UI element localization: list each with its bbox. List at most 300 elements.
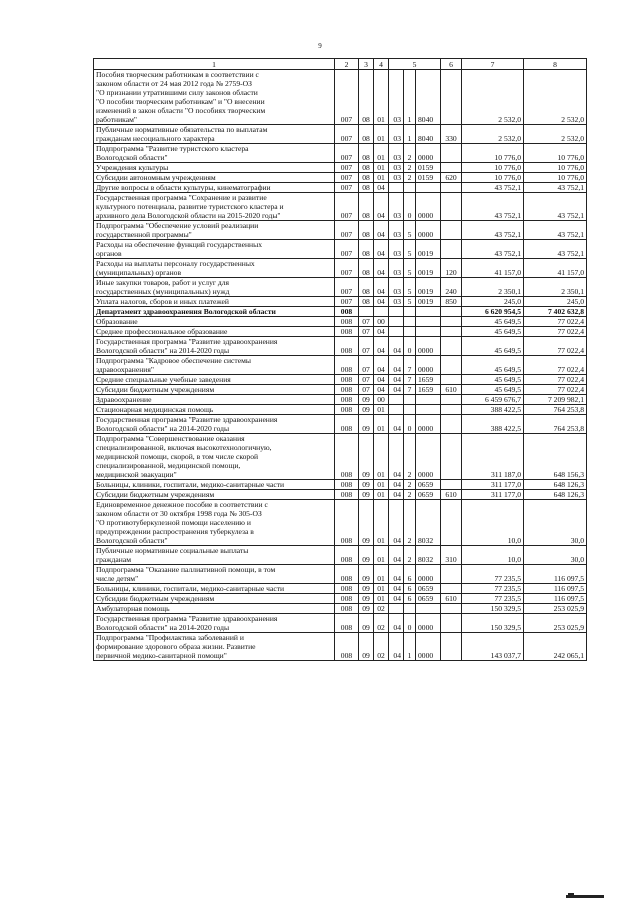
- row-code-6: [441, 434, 462, 480]
- row-code-2: 008: [335, 317, 359, 327]
- row-code-4: 04: [374, 327, 389, 337]
- row-value-8: 77 022,4: [524, 385, 587, 395]
- row-code-6: [441, 193, 462, 221]
- row-code-4: 02: [374, 614, 389, 633]
- row-code-2: 007: [335, 183, 359, 193]
- row-code-5b: 6: [404, 584, 416, 594]
- row-code-2: 008: [335, 395, 359, 405]
- row-code-6: [441, 405, 462, 415]
- row-name: Здравоохранение: [94, 395, 335, 405]
- row-code-4: 04: [374, 259, 389, 278]
- row-code-3: 09: [359, 633, 374, 661]
- row-code-6: 850: [441, 297, 462, 307]
- row-value-8: 77 022,4: [524, 337, 587, 356]
- row-value-8: 43 752,1: [524, 193, 587, 221]
- row-code-2: 007: [335, 70, 359, 125]
- row-code-5a: 04: [389, 565, 404, 584]
- row-code-3: 07: [359, 337, 374, 356]
- row-value-8: 253 025,9: [524, 614, 587, 633]
- row-code-3: 08: [359, 144, 374, 163]
- header-col-8: 8: [524, 59, 587, 70]
- row-code-5a: [389, 604, 404, 614]
- row-code-4: 01: [374, 163, 389, 173]
- row-code-4: 04: [374, 183, 389, 193]
- row-code-5c: [416, 405, 441, 415]
- row-code-2: 007: [335, 240, 359, 259]
- row-name: Подпрограмма "Совершенствование оказания специализированной, включая высокотехнологичную, медицинской помощи, скорой, в том числе скорой специализированной, медицинской помощи, медицинской эвакуации": [94, 434, 335, 480]
- row-code-3: 07: [359, 356, 374, 375]
- table-row: [94, 633, 587, 661]
- header-col-6: 6: [441, 59, 462, 70]
- row-code-6: [441, 240, 462, 259]
- table-row: [94, 163, 587, 173]
- row-code-5c: 0659: [416, 594, 441, 604]
- row-code-5b: [404, 307, 416, 317]
- row-value-7: 150 329,5: [462, 614, 524, 633]
- row-code-5b: 1: [404, 70, 416, 125]
- row-value-7: 45 649,5: [462, 375, 524, 385]
- row-code-3: 09: [359, 480, 374, 490]
- row-value-8: 43 752,1: [524, 221, 587, 240]
- table-row: [94, 317, 587, 327]
- row-code-6: [441, 633, 462, 661]
- row-code-2: 008: [335, 546, 359, 565]
- row-code-5c: 0159: [416, 173, 441, 183]
- row-code-4: 01: [374, 594, 389, 604]
- table-row: [94, 500, 587, 546]
- row-code-2: 008: [335, 307, 359, 317]
- row-name: Расходы на обеспечение функций государственных органов: [94, 240, 335, 259]
- row-code-3: 07: [359, 327, 374, 337]
- row-value-8: 764 253,8: [524, 415, 587, 434]
- row-code-4: 01: [374, 415, 389, 434]
- row-code-5b: 5: [404, 278, 416, 297]
- row-code-2: 007: [335, 125, 359, 144]
- row-code-4: 02: [374, 604, 389, 614]
- row-code-3: 07: [359, 385, 374, 395]
- table-row: [94, 480, 587, 490]
- row-code-2: 008: [335, 434, 359, 480]
- row-code-5c: 0000: [416, 193, 441, 221]
- row-code-5b: 0: [404, 337, 416, 356]
- row-name: Амбулаторная помощь: [94, 604, 335, 614]
- row-code-5b: 5: [404, 259, 416, 278]
- table-row: [94, 297, 587, 307]
- row-code-2: 008: [335, 490, 359, 500]
- row-value-7: 245,0: [462, 297, 524, 307]
- row-code-5c: 1659: [416, 385, 441, 395]
- row-code-5a: 04: [389, 614, 404, 633]
- row-value-7: 2 350,1: [462, 278, 524, 297]
- row-code-5a: 03: [389, 70, 404, 125]
- row-code-2: 008: [335, 594, 359, 604]
- table-row: [94, 173, 587, 183]
- row-code-5c: [416, 327, 441, 337]
- row-code-6: [441, 480, 462, 490]
- row-code-6: [441, 307, 462, 317]
- row-code-4: 01: [374, 490, 389, 500]
- row-value-7: 41 157,0: [462, 259, 524, 278]
- row-name: Государственная программа "Развитие здравоохранения Вологодской области" на 2014-2020 годы: [94, 337, 335, 356]
- row-value-7: 311 177,0: [462, 480, 524, 490]
- row-name: Публичные нормативные обязательства по выплатам гражданам несоциального характера: [94, 125, 335, 144]
- row-code-4: 01: [374, 70, 389, 125]
- row-code-5b: 1: [404, 125, 416, 144]
- row-code-5c: 1659: [416, 375, 441, 385]
- row-code-3: 09: [359, 490, 374, 500]
- row-code-4: 01: [374, 584, 389, 594]
- row-code-5c: 8032: [416, 500, 441, 546]
- row-code-2: 007: [335, 163, 359, 173]
- row-value-7: 311 187,0: [462, 434, 524, 480]
- row-name: Субсидии автономным учреждениям: [94, 173, 335, 183]
- row-value-7: 43 752,1: [462, 221, 524, 240]
- row-value-7: 143 037,7: [462, 633, 524, 661]
- budget-table: [93, 58, 587, 661]
- row-code-5a: 04: [389, 500, 404, 546]
- row-value-8: 30,0: [524, 500, 587, 546]
- row-value-8: 77 022,4: [524, 356, 587, 375]
- row-value-8: 2 532,0: [524, 125, 587, 144]
- table-row: [94, 356, 587, 375]
- row-code-4: 04: [374, 356, 389, 375]
- row-value-7: 10 776,0: [462, 163, 524, 173]
- table-row: [94, 594, 587, 604]
- row-value-7: 77 235,5: [462, 584, 524, 594]
- table-row: [94, 434, 587, 480]
- table-row: [94, 240, 587, 259]
- row-code-2: 008: [335, 480, 359, 490]
- row-value-8: 30,0: [524, 546, 587, 565]
- table-row: [94, 385, 587, 395]
- row-code-6: [441, 415, 462, 434]
- row-code-6: 610: [441, 490, 462, 500]
- row-code-5b: 5: [404, 240, 416, 259]
- header-col-5: 5: [389, 59, 441, 70]
- row-name: Подпрограмма "Профилактика заболеваний и формирование здорового образа жизни. Развитие первичной медико-санитарной помощи": [94, 633, 335, 661]
- row-code-5a: 03: [389, 163, 404, 173]
- row-code-6: [441, 144, 462, 163]
- row-code-4: 04: [374, 278, 389, 297]
- row-code-5b: [404, 183, 416, 193]
- table-row: [94, 259, 587, 278]
- row-code-3: 08: [359, 163, 374, 173]
- row-value-7: 77 235,5: [462, 594, 524, 604]
- row-value-8: 648 126,3: [524, 490, 587, 500]
- row-code-4: [374, 307, 389, 317]
- row-value-7: 388 422,5: [462, 415, 524, 434]
- row-code-5c: 0659: [416, 584, 441, 594]
- row-name: Больницы, клиники, госпитали, медико-санитарные части: [94, 584, 335, 594]
- row-code-5a: 03: [389, 173, 404, 183]
- table-row: [94, 125, 587, 144]
- row-value-8: 7 209 982,1: [524, 395, 587, 405]
- row-code-4: 02: [374, 633, 389, 661]
- row-name: Единовременное денежное пособие в соответствии с законом области от 30 октября 1998 года № 305-ОЗ "О противотуберкулезной помощи населению и предупреждении распространения туберкулеза в Вологодской области": [94, 500, 335, 546]
- row-code-4: 04: [374, 337, 389, 356]
- row-code-3: 08: [359, 70, 374, 125]
- row-code-5c: 0000: [416, 614, 441, 633]
- row-name: Пособия творческим работникам в соответствии с законом области от 24 мая 2012 года № 2759-ОЗ "О признании утратившими силу законов области "О пособии творческим работникам" и "О внесении изменений в закон области "О пособиях творческим работникам": [94, 70, 335, 125]
- row-code-2: 007: [335, 278, 359, 297]
- row-value-8: 245,0: [524, 297, 587, 307]
- row-value-7: 6 620 954,5: [462, 307, 524, 317]
- row-name: Подпрограмма "Кадровое обеспечение системы здравоохранения": [94, 356, 335, 375]
- row-code-6: [441, 614, 462, 633]
- row-code-6: 330: [441, 125, 462, 144]
- row-code-5b: 2: [404, 500, 416, 546]
- row-code-5a: [389, 327, 404, 337]
- row-code-3: 09: [359, 415, 374, 434]
- row-code-5c: 0019: [416, 259, 441, 278]
- row-code-3: 08: [359, 183, 374, 193]
- row-code-4: 04: [374, 193, 389, 221]
- row-code-5b: 2: [404, 434, 416, 480]
- row-code-3: 09: [359, 614, 374, 633]
- row-code-5b: 6: [404, 594, 416, 604]
- row-value-8: 10 776,0: [524, 163, 587, 173]
- table-row: [94, 193, 587, 221]
- header-row: [94, 59, 587, 70]
- row-name: Иные закупки товаров, работ и услуг для государственных (муниципальных) нужд: [94, 278, 335, 297]
- row-value-7: 311 177,0: [462, 490, 524, 500]
- table-row: [94, 70, 587, 125]
- row-value-7: 45 649,5: [462, 385, 524, 395]
- row-code-5c: 0000: [416, 337, 441, 356]
- row-code-2: 008: [335, 604, 359, 614]
- row-code-5a: 04: [389, 480, 404, 490]
- row-code-6: 240: [441, 278, 462, 297]
- table-row: [94, 490, 587, 500]
- row-code-5a: 03: [389, 297, 404, 307]
- row-value-7: 10 776,0: [462, 173, 524, 183]
- row-code-5c: [416, 183, 441, 193]
- row-code-5a: 04: [389, 356, 404, 375]
- row-value-8: 77 022,4: [524, 375, 587, 385]
- row-value-7: 10,0: [462, 500, 524, 546]
- row-code-6: [441, 375, 462, 385]
- table-row: [94, 375, 587, 385]
- row-code-5b: 2: [404, 480, 416, 490]
- table-row: [94, 183, 587, 193]
- row-code-5c: 8040: [416, 125, 441, 144]
- row-code-6: [441, 604, 462, 614]
- row-code-5c: [416, 604, 441, 614]
- row-code-5a: [389, 317, 404, 327]
- row-value-7: 10,0: [462, 546, 524, 565]
- row-code-4: 04: [374, 375, 389, 385]
- row-value-7: 43 752,1: [462, 193, 524, 221]
- row-value-8: 116 097,5: [524, 584, 587, 594]
- row-code-2: 007: [335, 297, 359, 307]
- row-code-4: 01: [374, 405, 389, 415]
- row-code-5c: 0000: [416, 415, 441, 434]
- row-code-6: 610: [441, 385, 462, 395]
- row-code-5a: 03: [389, 221, 404, 240]
- row-code-5b: 6: [404, 565, 416, 584]
- row-code-5b: [404, 604, 416, 614]
- row-code-5c: 8040: [416, 70, 441, 125]
- row-value-7: 6 459 676,7: [462, 395, 524, 405]
- row-code-3: 07: [359, 317, 374, 327]
- row-code-5b: 5: [404, 221, 416, 240]
- row-code-3: 09: [359, 500, 374, 546]
- table-row: [94, 604, 587, 614]
- row-name: Подпрограмма "Развитие туристского кластера Вологодской области": [94, 144, 335, 163]
- row-code-5a: 03: [389, 240, 404, 259]
- row-code-6: [441, 584, 462, 594]
- row-name: Подпрограмма "Оказание паллиативной помощи, в том числе детям": [94, 565, 335, 584]
- row-code-2: 008: [335, 500, 359, 546]
- row-code-5c: 0019: [416, 297, 441, 307]
- row-name: Департамент здравоохранения Вологодской области: [94, 307, 335, 317]
- row-code-6: [441, 337, 462, 356]
- row-value-8: 116 097,5: [524, 594, 587, 604]
- row-code-6: 310: [441, 546, 462, 565]
- row-code-3: 09: [359, 546, 374, 565]
- row-value-8: 242 065,1: [524, 633, 587, 661]
- row-code-3: 09: [359, 405, 374, 415]
- row-value-7: 43 752,1: [462, 240, 524, 259]
- row-code-5c: 0019: [416, 278, 441, 297]
- header-col-3: 3: [359, 59, 374, 70]
- row-code-5b: [404, 317, 416, 327]
- row-code-2: 007: [335, 221, 359, 240]
- row-code-4: 00: [374, 395, 389, 405]
- row-code-5c: 0000: [416, 633, 441, 661]
- table-row: [94, 614, 587, 633]
- table-row: [94, 584, 587, 594]
- row-code-3: 08: [359, 240, 374, 259]
- row-name: Учреждения культуры: [94, 163, 335, 173]
- row-value-7: 2 532,0: [462, 125, 524, 144]
- table-row: [94, 565, 587, 584]
- row-code-2: 007: [335, 144, 359, 163]
- row-code-5a: 03: [389, 144, 404, 163]
- row-value-7: 45 649,5: [462, 327, 524, 337]
- table-row: [94, 144, 587, 163]
- row-code-4: 01: [374, 546, 389, 565]
- row-name: Субсидии бюджетным учреждениям: [94, 385, 335, 395]
- row-code-5a: 03: [389, 259, 404, 278]
- row-code-6: [441, 500, 462, 546]
- header-col-2: 2: [335, 59, 359, 70]
- row-code-3: 09: [359, 594, 374, 604]
- row-name: Субсидии бюджетным учреждениям: [94, 490, 335, 500]
- row-code-2: 008: [335, 584, 359, 594]
- row-code-5c: 0000: [416, 221, 441, 240]
- row-code-2: 007: [335, 193, 359, 221]
- row-code-2: 008: [335, 565, 359, 584]
- scan-mark-line: [566, 895, 604, 898]
- row-code-5a: [389, 307, 404, 317]
- row-code-5a: 03: [389, 193, 404, 221]
- row-code-5a: [389, 395, 404, 405]
- row-value-7: 77 235,5: [462, 565, 524, 584]
- row-code-4: 01: [374, 480, 389, 490]
- row-code-4: 04: [374, 240, 389, 259]
- row-value-8: 648 126,3: [524, 480, 587, 490]
- table-row: [94, 337, 587, 356]
- row-code-2: 008: [335, 385, 359, 395]
- row-value-7: 388 422,5: [462, 405, 524, 415]
- row-code-6: 610: [441, 594, 462, 604]
- row-code-3: 08: [359, 297, 374, 307]
- row-value-8: 43 752,1: [524, 183, 587, 193]
- row-name: Стационарная медицинская помощь: [94, 405, 335, 415]
- row-code-2: 008: [335, 633, 359, 661]
- table-row: [94, 415, 587, 434]
- row-name: Публичные нормативные социальные выплаты гражданам: [94, 546, 335, 565]
- row-code-3: 09: [359, 395, 374, 405]
- row-value-7: 45 649,5: [462, 317, 524, 327]
- row-name: Больницы, клиники, госпитали, медико-санитарные части: [94, 480, 335, 490]
- row-code-5b: 2: [404, 163, 416, 173]
- row-code-3: 09: [359, 565, 374, 584]
- row-code-3: 07: [359, 375, 374, 385]
- row-code-5a: 04: [389, 434, 404, 480]
- row-code-5c: [416, 395, 441, 405]
- row-value-7: 43 752,1: [462, 183, 524, 193]
- row-value-8: 648 156,3: [524, 434, 587, 480]
- table-row: [94, 221, 587, 240]
- header-col-7: 7: [462, 59, 524, 70]
- row-code-5a: 04: [389, 415, 404, 434]
- row-code-5b: 2: [404, 546, 416, 565]
- row-code-6: [441, 356, 462, 375]
- row-value-8: 2 350,1: [524, 278, 587, 297]
- row-code-3: [359, 307, 374, 317]
- row-name: Субсидии бюджетным учреждениям: [94, 594, 335, 604]
- row-value-8: 10 776,0: [524, 144, 587, 163]
- row-code-5c: 0000: [416, 144, 441, 163]
- row-code-5a: [389, 405, 404, 415]
- row-code-4: 01: [374, 500, 389, 546]
- row-name: Среднее профессиональное образование: [94, 327, 335, 337]
- table-row: [94, 395, 587, 405]
- row-code-5a: 04: [389, 584, 404, 594]
- row-code-3: 09: [359, 434, 374, 480]
- row-code-3: 09: [359, 584, 374, 594]
- row-value-8: 764 253,8: [524, 405, 587, 415]
- row-code-6: [441, 327, 462, 337]
- row-code-3: 08: [359, 278, 374, 297]
- row-code-2: 008: [335, 337, 359, 356]
- row-code-5a: 03: [389, 125, 404, 144]
- page-number: 9: [318, 42, 322, 50]
- row-code-5c: 8032: [416, 546, 441, 565]
- row-code-5b: 7: [404, 385, 416, 395]
- row-code-4: 01: [374, 434, 389, 480]
- row-code-5c: [416, 307, 441, 317]
- row-code-2: 008: [335, 375, 359, 385]
- row-code-6: 120: [441, 259, 462, 278]
- row-code-5b: 0: [404, 415, 416, 434]
- row-value-7: 10 776,0: [462, 144, 524, 163]
- row-name: Другие вопросы в области культуры, кинематографии: [94, 183, 335, 193]
- row-code-5b: 2: [404, 173, 416, 183]
- row-code-5a: 04: [389, 375, 404, 385]
- row-code-4: 01: [374, 565, 389, 584]
- row-code-5b: 2: [404, 490, 416, 500]
- row-code-6: [441, 221, 462, 240]
- row-code-5a: 04: [389, 546, 404, 565]
- row-value-8: 77 022,4: [524, 327, 587, 337]
- row-code-2: 008: [335, 356, 359, 375]
- row-code-2: 008: [335, 405, 359, 415]
- row-code-6: [441, 70, 462, 125]
- row-value-7: 2 532,0: [462, 70, 524, 125]
